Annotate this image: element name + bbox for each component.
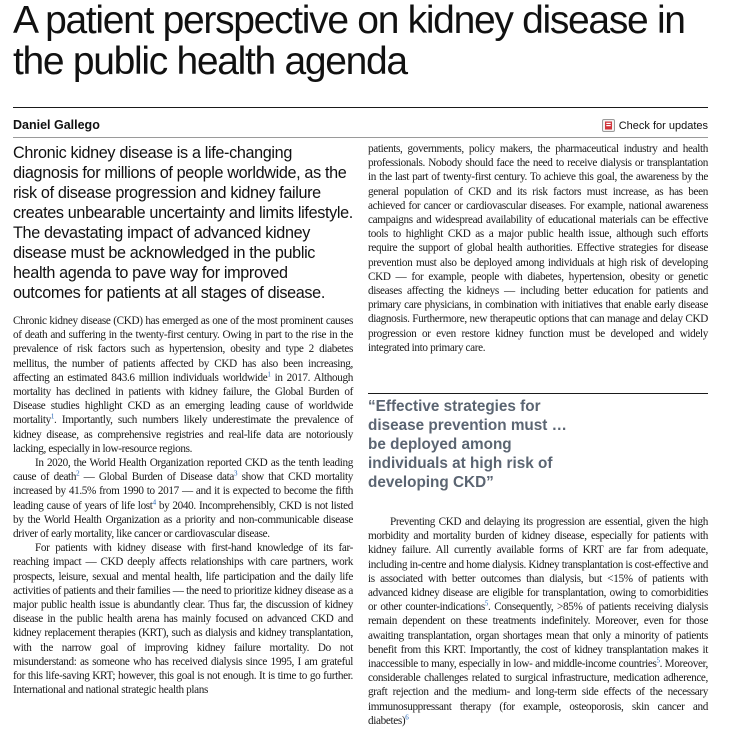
- pull-quote: “Effective strategies for disease prevention must … be deployed among individuals at high risk of developing CKD”: [368, 398, 567, 491]
- check-for-updates-button[interactable]: [602, 119, 708, 132]
- reference-link[interactable]: 5: [484, 599, 489, 608]
- reference-link[interactable]: 1: [50, 412, 55, 421]
- paragraph: In 2020, the World Health Organization reported CKD as the tenth leading cause of death$^2$ — Global Burden of Disease data$^3$ show that CKD mortality increased by 41.5% from 1990 to 2017 — and it is expected to become the fifth leading cause of years of life lost$^4$ by 2040. Incomprehensibly, CKD is not listed by the World Health Organization as a priority and non-communicable disease driver of early mortality, like cancer or cardiovascular disease.: [13, 457, 353, 541]
- paragraph: patients, governments, policy makers, the pharmaceutical industry and health professionals. Nobody should face the need to receive dialysis or transplantation in the last part of twenty-first century. To achieve this goal, the awareness by the general population of CKD and its risk factors must increase, as has been achieved for cancer or cardiovascular diseases. For example, national awareness campaigns and widespread availability of educational materials can be effective tools to highlight CKD as a major public health issue, although such efforts require the support of global health authorities. Effective strategies for disease prevention must also be deployed among individuals at high risk of developing CKD — for example, people with diabetes, hypertension, obesity or genetic diseases affecting the kidneys — including better education for patients and primary care physicians, in combination with initiatives that enable early disease diagnosis. Furthermore, new therapeutic options that can manage and delay CKD progression or even restore kidney function must be developed and widely integrated into primary care.: [368, 143, 708, 354]
- reference-link[interactable]: 1: [267, 370, 271, 379]
- header-divider: [13, 107, 708, 108]
- reference-link[interactable]: 6: [405, 713, 409, 722]
- check-updates-label: Check for updates: [618, 119, 708, 132]
- paragraph: Chronic kidney disease (CKD) has emerged as one of the most prominent causes of death and suffering in the twenty-first century. Owing in part to the rise in the prevalence of risk factors such as hypertension, obesity and type 2 diabetes mellitus, the number of patients affected by CKD has also been increasing, affecting an estimated 843.6 million individuals worldwide$^1$ in 2017. Although mortality has declined in patients with kidney failure, the Global Burden of Disease studies highlight CKD as an emerging leading cause of worldwide mortality$^1$. Importantly, such numbers likely underestimate the prevalence of kidney disease, as comprehensive registries and real-life data are notoriously lacking, especially in low-resource regions.: [13, 315, 353, 455]
- reference-link[interactable]: 4: [152, 497, 156, 506]
- body-column-right-top: [368, 142, 708, 355]
- article-title: A patient perspective on kidney disease in the public health agenda: [13, 0, 685, 83]
- pull-quote-divider: [368, 393, 708, 394]
- check-updates-icon: [602, 119, 615, 132]
- paragraph: For patients with kidney disease with first-hand knowledge of its far-reaching impact — CKD deeply affects relationships with care partners, work prospects, leisure, sexual and mental health, life participation and the daily life activities of patients and their families — the need to prioritize kidney disease as a major public health issue is abundantly clear. Thus far, the discussion of kidney disease in the public health arena has mainly focused on advanced CKD and kidney replacement therapies (KRT), such as dialysis and kidney transplantation, with the narrow goal of improving kidney failure mortality. Do not misunderstand: as someone who has received dialysis since 1995, I am grateful for this life-saving KRT; however, this goal is not enough. It is time to go further. International and national strategic health plans: [13, 542, 353, 697]
- reference-link[interactable]: 5: [656, 656, 660, 665]
- author-divider: [13, 137, 708, 138]
- body-column-left: [13, 314, 353, 697]
- body-column-right-bottom: [368, 515, 708, 728]
- reference-link[interactable]: 3: [234, 469, 238, 478]
- paragraph: Preventing CKD and delaying its progression are essential, given the high morbidity and mortality burden of kidney disease, especially for patients with kidney failure. All currently available forms of KRT are far from adequate, including in-centre and home dialysis. Kidney transplantation is cost-effective and is associated with better outcomes than dialysis, but <15% of patients with advanced kidney disease are eligible for transplantation, owing to comorbidities or other counter-indications$^5$. Consequently, >85% of patients receiving dialysis remain dependent on these treatments indefinitely. Moreover, even for those awaiting transplantation, organ shortages mean that only a minority of patients benefit from this KRT. Importantly, the cost of kidney transplantation makes it inaccessible to many, especially in low- and middle-income countries$^5$. Moreover, considerable challenges related to surgical infrastructure, medication adherence, graft rejection and the medium- and long-term side effects of the necessary immunosuppressant therapy (for example, osteoporosis, skin cancer and diabetes)$^6$: [368, 516, 708, 727]
- standfirst: Chronic kidney disease is a life-changing diagnosis for millions of people worldwide, as the risk of disease progression and kidney failure creates unbearable uncertainty and limits lifestyle. The devastating impact of advanced kidney disease must be acknowledged in the public health agenda to pave way for improved outcomes for patients at all stages of disease.: [13, 144, 353, 302]
- reference-link[interactable]: 2: [76, 469, 80, 478]
- author-name: Daniel Gallego: [13, 118, 100, 132]
